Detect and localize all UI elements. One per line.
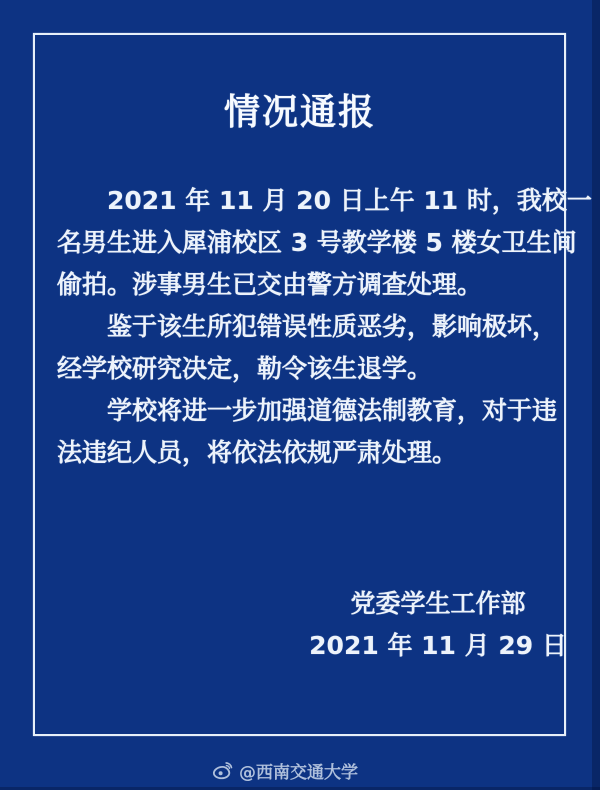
notice-body <box>57 180 592 474</box>
signature-block <box>288 583 588 667</box>
weibo-watermark <box>85 757 485 783</box>
signer-name: 党委学生工作部 <box>350 589 526 618</box>
body-line-5: 经学校研究决定，勒令该生退学。 <box>57 354 433 383</box>
body-line-6: 学校将进一步加强道德法制教育，对于违 <box>107 396 558 425</box>
body-line-3: 偷拍。涉事男生已交由警方调查处理。 <box>57 270 483 299</box>
body-line-1: 2021 年 11 月 20 日上午 11 时，我校一 <box>107 186 592 215</box>
notice-title: 情况通报 <box>223 92 376 133</box>
weibo-icon <box>212 761 233 780</box>
body-line-2: 名男生进入犀浦校区 3 号教学楼 5 楼女卫生间 <box>57 228 577 257</box>
body-line-7: 法违纪人员，将依法依规严肃处理。 <box>57 438 458 467</box>
body-line-4: 鉴于该生所犯错误性质恶劣，影响极坏， <box>107 312 558 341</box>
sign-date: 2021 年 11 月 29 日 <box>309 631 567 660</box>
image-edge-shade-right <box>592 0 600 790</box>
weibo-handle: @西南交通大学 <box>239 762 358 783</box>
